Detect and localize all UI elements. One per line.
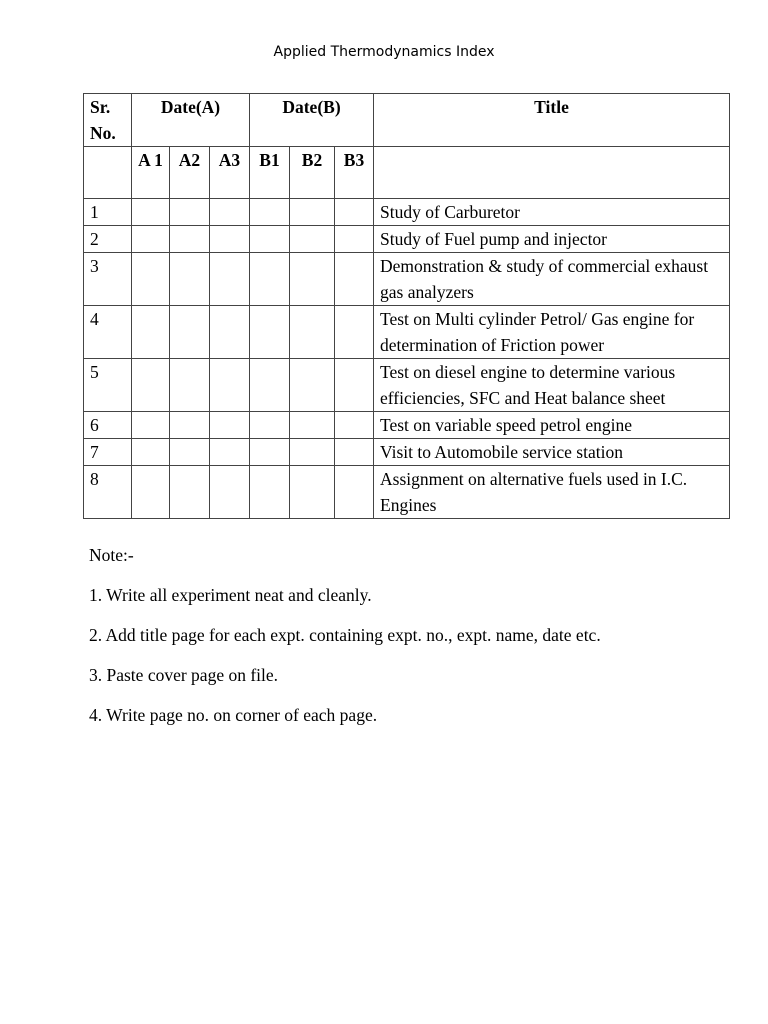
header-title: Title <box>374 94 730 147</box>
date-cell <box>170 253 210 306</box>
table-row <box>84 412 730 439</box>
date-cell <box>250 439 290 466</box>
note-item: 1. Write all experiment neat and cleanly. <box>89 585 372 605</box>
date-cell <box>210 439 250 466</box>
subheader-a2: A2 <box>170 147 210 199</box>
table-subheader-row <box>84 147 730 199</box>
date-cell <box>250 226 290 253</box>
subheader-b1: B1 <box>250 147 290 199</box>
row-number: 4 <box>84 306 132 359</box>
page-title: Applied Thermodynamics Index <box>273 44 495 60</box>
row-title: Demonstration & study of commercial exhaust gas analyzers <box>374 253 730 306</box>
row-number: 8 <box>84 466 132 519</box>
header-sr-no: Sr. No. <box>84 94 132 147</box>
table-row <box>84 226 730 253</box>
date-cell <box>132 466 170 519</box>
table-row <box>84 306 730 359</box>
date-cell <box>250 359 290 412</box>
table-header-row <box>84 94 730 147</box>
table-row <box>84 359 730 412</box>
date-cell <box>210 226 250 253</box>
subheader-a1: A 1 <box>132 147 170 199</box>
table-row <box>84 253 730 306</box>
note-item: 4. Write page no. on corner of each page. <box>89 705 378 725</box>
row-number: 2 <box>84 226 132 253</box>
row-number: 7 <box>84 439 132 466</box>
date-cell <box>210 306 250 359</box>
row-number: 5 <box>84 359 132 412</box>
row-number: 1 <box>84 199 132 226</box>
row-title: Visit to Automobile service station <box>374 439 730 466</box>
date-cell <box>132 439 170 466</box>
date-cell <box>132 253 170 306</box>
date-cell <box>210 466 250 519</box>
date-cell <box>132 412 170 439</box>
date-cell <box>170 412 210 439</box>
row-title: Test on Multi cylinder Petrol/ Gas engine for determination of Friction power <box>374 306 730 359</box>
date-cell <box>335 253 374 306</box>
date-cell <box>170 439 210 466</box>
notes-heading: Note:- <box>89 545 134 565</box>
date-cell <box>335 466 374 519</box>
table-row <box>84 466 730 519</box>
date-cell <box>290 439 335 466</box>
date-cell <box>290 412 335 439</box>
date-cell <box>335 359 374 412</box>
date-cell <box>250 306 290 359</box>
subheader-title-blank <box>374 147 730 199</box>
date-cell <box>210 359 250 412</box>
date-cell <box>210 412 250 439</box>
subheader-b2: B2 <box>290 147 335 199</box>
date-cell <box>290 253 335 306</box>
note-item: 2. Add title page for each expt. containing expt. no., expt. name, date etc. <box>89 625 601 645</box>
date-cell <box>210 253 250 306</box>
date-cell <box>290 466 335 519</box>
date-cell <box>132 199 170 226</box>
date-cell <box>335 306 374 359</box>
date-cell <box>170 466 210 519</box>
note-item: 3. Paste cover page on file. <box>89 665 279 685</box>
date-cell <box>132 226 170 253</box>
row-title: Study of Fuel pump and injector <box>374 226 730 253</box>
subheader-b3: B3 <box>335 147 374 199</box>
date-cell <box>335 226 374 253</box>
row-number: 3 <box>84 253 132 306</box>
index-table <box>83 93 730 519</box>
row-number: 6 <box>84 412 132 439</box>
date-cell <box>250 253 290 306</box>
date-cell <box>170 359 210 412</box>
date-cell <box>290 359 335 412</box>
header-date-b: Date(B) <box>250 94 374 147</box>
date-cell <box>170 306 210 359</box>
date-cell <box>132 306 170 359</box>
date-cell <box>250 412 290 439</box>
table-row <box>84 199 730 226</box>
date-cell <box>335 199 374 226</box>
subheader-a3: A3 <box>210 147 250 199</box>
date-cell <box>335 412 374 439</box>
date-cell <box>170 199 210 226</box>
table-row <box>84 439 730 466</box>
notes-section <box>89 543 601 743</box>
subheader-blank <box>84 147 132 199</box>
date-cell <box>170 226 210 253</box>
date-cell <box>290 226 335 253</box>
row-title: Study of Carburetor <box>374 199 730 226</box>
header-date-a: Date(A) <box>132 94 250 147</box>
date-cell <box>335 439 374 466</box>
date-cell <box>210 199 250 226</box>
row-title: Test on variable speed petrol engine <box>374 412 730 439</box>
date-cell <box>290 199 335 226</box>
row-title: Test on diesel engine to determine various efficiencies, SFC and Heat balance sheet <box>374 359 730 412</box>
date-cell <box>250 466 290 519</box>
date-cell <box>132 359 170 412</box>
date-cell <box>290 306 335 359</box>
row-title: Assignment on alternative fuels used in I.C. Engines <box>374 466 730 519</box>
date-cell <box>250 199 290 226</box>
